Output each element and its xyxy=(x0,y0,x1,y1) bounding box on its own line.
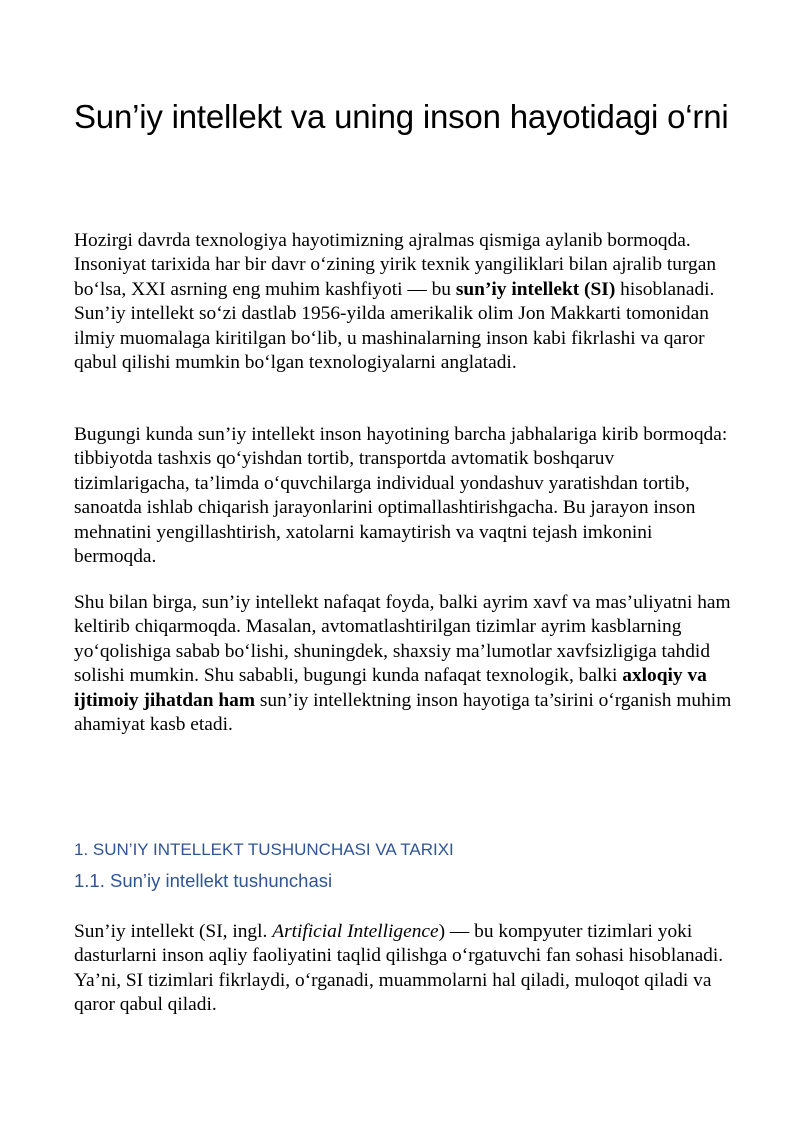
document-title: Sun’iy intellekt va uning inson hayotidagi o‘rni xyxy=(74,98,729,135)
paragraph-text: Bugungi kunda sun’iy intellekt inson hayotining barcha jabhalariga kirib bormoqda: tibbiyotda tashxis qo‘yishdan tortib, transportda avtomatik boshqaruv tizimlarigacha, ta’limda o‘quvchilarga individual yondashuv yaratishdan tortib, sanoatda ishlab chiqarish jarayonlarini optimallashtirishgacha. Bu jarayon inson mehnatini yengillashtirish, xatolarni kamaytirish va vaqtni tejash imkonini bermoqda. xyxy=(74,424,728,568)
paragraph-text: Sun’iy intellekt (SI, ingl. xyxy=(74,921,273,942)
section-heading: 1. SUN’IY INTELLEKT TUSHUNCHASI VA TARIXI xyxy=(74,840,454,859)
intro-paragraph-1 xyxy=(74,229,734,375)
bold-phrase: axloqiy va ijtimoiy jihatdan ham xyxy=(74,665,707,711)
bold-term: sun’iy intellekt (SI) xyxy=(455,278,616,300)
intro-paragraph-3 xyxy=(74,591,734,737)
subsection-heading: 1.1. Sun’iy intellekt tushunchasi xyxy=(74,870,333,891)
paragraph-text: Shu bilan birga, sun’iy intellekt nafaqat foyda, balki ayrim xavf va mas’uliyatni ham keltirib chiqarmoqda. Masalan, avtomatlashtirilgan tizimlar ayrim kasblarning yo‘qolishiga sabab bo‘lishi, shuningdek, shaxsiy ma’lumotlar xavfsizligiga tahdid solishi mumkin. Shu sababli, bugungi kunda nafaqat texnologik, balki xyxy=(74,592,731,687)
paragraph-text: hisoblanadi. Sun’iy intellekt so‘zi dastlab 1956-yilda amerikalik olim Jon Makkarti tomonidan ilmiy muomalaga kiritilgan bo‘lib, u mashinalarning inson kabi fikrlashi va qaror qabul qilishi mumkin bo‘lgan texnologiyalarni anglatadi. xyxy=(74,278,715,374)
paragraph-text: sun’iy intellektning inson hayotiga ta’sirini o‘rganish muhim ahamiyat kasb etadi. xyxy=(74,689,732,736)
paragraph-text: Hozirgi davrda texnologiya hayotimizning ajralmas qismiga aylanib bormoqda. Insoniyat tarixida har bir davr o‘zining yirik texnik yangiliklari bilan ajralib turgan bo‘lsa, XXI asrning eng muhim kashfiyoti — bu xyxy=(74,230,717,300)
definition-paragraph xyxy=(74,920,734,1018)
italic-term: Artificial Intelligence xyxy=(272,921,439,942)
intro-paragraph-2 xyxy=(74,423,734,569)
paragraph-text: ) — bu kompyuter tizimlari yoki dasturlarni inson aqliy faoliyatini taqlid qilishga o‘rgatuvchi fan sohasi hisoblanadi. Ya’ni, SI tizimlari fikrlaydi, o‘rganadi, muammolarni hal qiladi, muloqot qiladi va qaror qabul qiladi. xyxy=(74,921,724,1016)
